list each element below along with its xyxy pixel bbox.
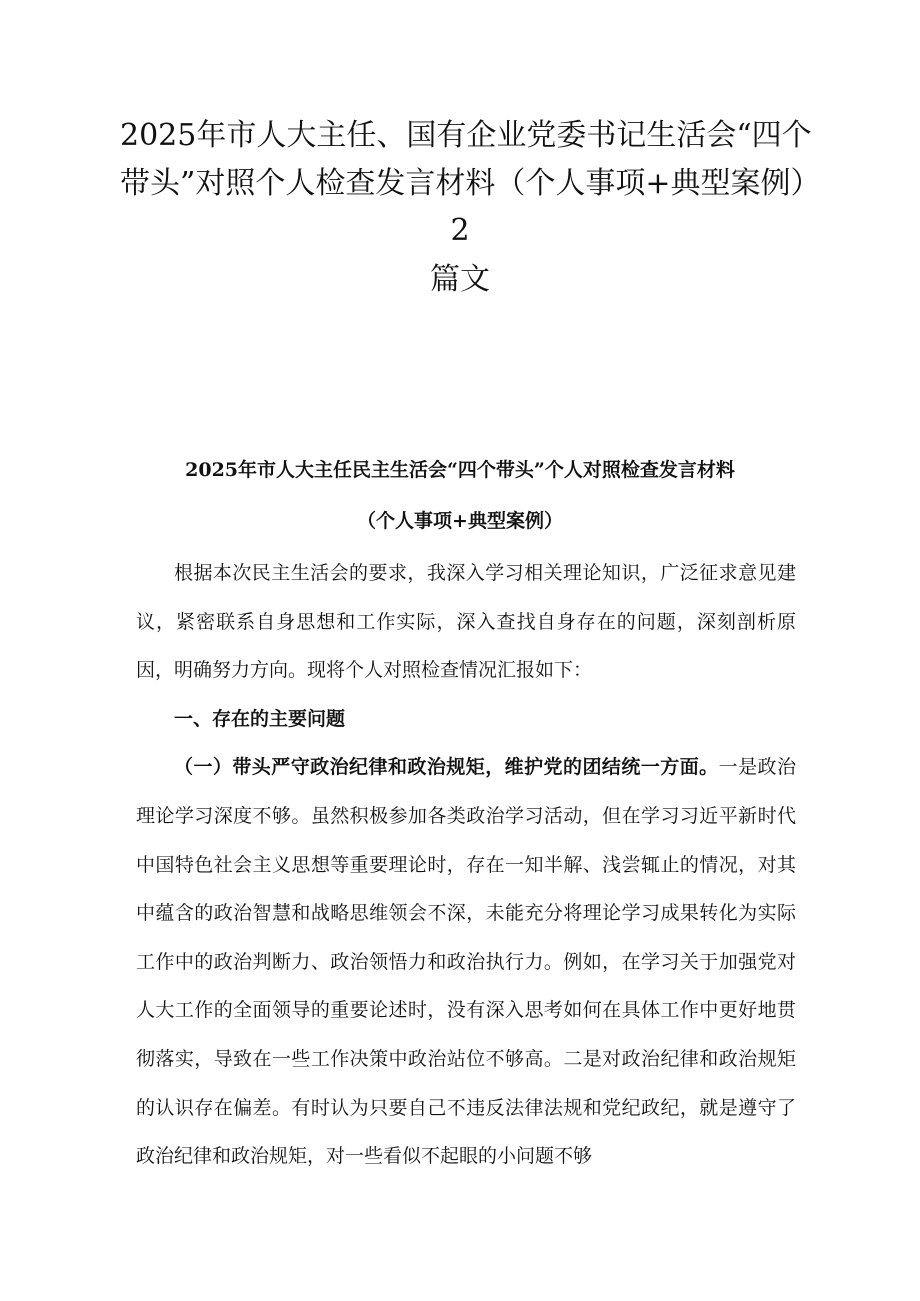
point-1-body: 一是政治理论学习深度不够。虽然积极参加各类政治学习活动，但在学习习近平新时代中国特色社会主义思想等重要理论时，存在一知半解、浅尝辄止的情况，对其中蕴含的政治智慧和战略思维领会不深，未能充分将理论学习成果转化为实际工作中的政治判断力、政治领悟力和政治执行力。例如，在学习关于加强党对人大工作的全面领导的重要论述时，没有深入思考如何在具体工作中更好地贯彻落实，导致在一些工作决策中政治站位不够高。二是对政治纪律和政治规矩的认识存在偏差。有时认为只要自己不违反法律法规和党纪政纪，就是遵守了政治纪律和政治规矩，对一些看似不起眼的小问题不够: [136, 756, 796, 1168]
intro-paragraph: 根据本次民主生活会的要求，我深入学习相关理论知识，广泛征求意见建议，紧密联系自身思想和工作实际，深入查找自身存在的问题，深刻剖析原因，明确努力方向。现将个人对照检查情况汇报如下：: [136, 562, 796, 682]
document-title-line-1: 2025年市人大主任、国有企业党委书记生活会“四个: [120, 118, 812, 153]
document-title: [120, 112, 821, 208]
point-1-paragraph: [136, 743, 796, 1180]
document-title-number: 2: [450, 213, 470, 248]
article-title: 2025年市人大主任民主生活会“四个带头”个人对照检查发言材料: [185, 459, 735, 481]
point-1-lead: （一）带头严守政治纪律和政治规矩，维护党的团结统一方面。: [174, 756, 719, 779]
article-subtitle: （个人事项+典型案例）: [357, 510, 563, 532]
document-title-suffix: 篇文: [430, 262, 490, 297]
section-heading: 一、存在的主要问题: [174, 707, 346, 730]
article-body: [136, 549, 796, 1181]
document-title-line-2: 带头”对照个人检查发言材料（个人事项+典型案例）: [120, 166, 821, 201]
